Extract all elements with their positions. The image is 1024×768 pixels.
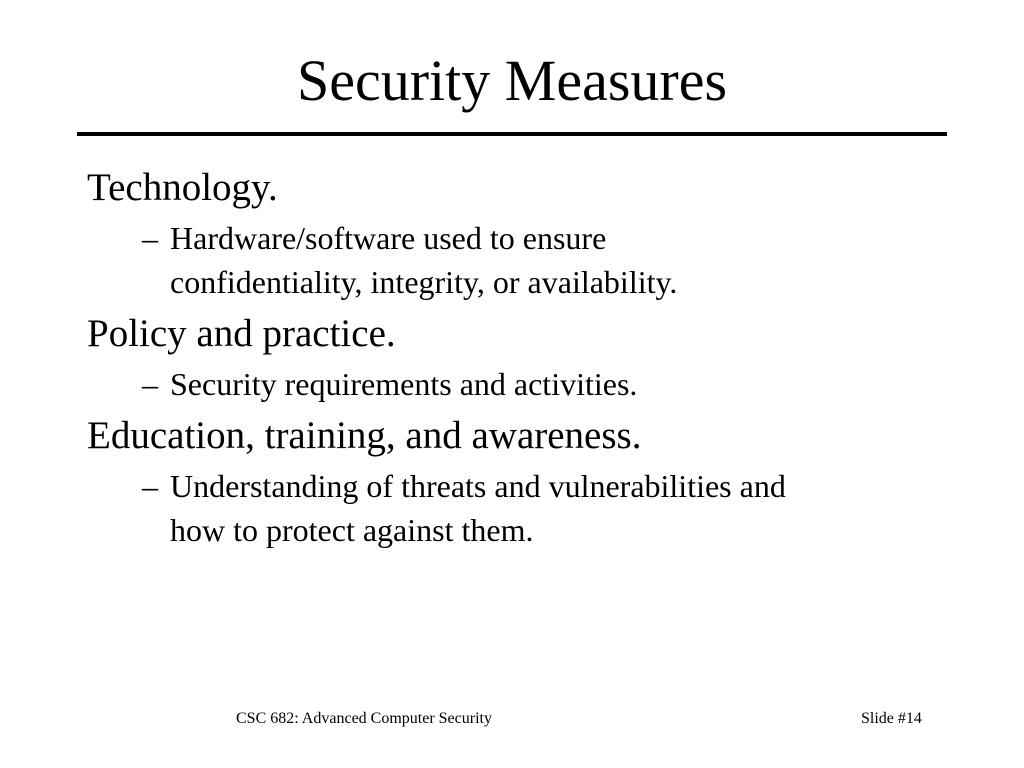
footer-slide-number: Slide #14 xyxy=(861,710,922,727)
sub-bullet-line: confidentiality, integrity, or availability. xyxy=(170,264,678,300)
bullet-education: Education, training, and awareness. xyxy=(87,414,642,457)
sub-bullet-line: Security requirements and activities. xyxy=(170,366,638,402)
title-underline xyxy=(77,132,947,136)
slide-title: Security Measures xyxy=(296,48,728,113)
sub-bullet-line: Understanding of threats and vulnerabilities and xyxy=(170,468,786,504)
sub-bullet-education xyxy=(87,464,967,552)
bullet-policy: Policy and practice. xyxy=(87,312,396,355)
bullet-technology: Technology. xyxy=(87,166,278,209)
footer-course: CSC 682: Advanced Computer Security xyxy=(236,710,492,727)
sub-bullet-line: Hardware/software used to ensure xyxy=(170,220,607,256)
dash-marker: – xyxy=(142,468,158,504)
sub-bullet-technology xyxy=(87,216,967,304)
sub-bullet-policy xyxy=(87,362,967,406)
slide-body xyxy=(87,164,967,552)
dash-marker: – xyxy=(142,366,158,402)
sub-bullet-line: how to protect against them. xyxy=(170,512,534,548)
dash-marker: – xyxy=(142,220,158,256)
